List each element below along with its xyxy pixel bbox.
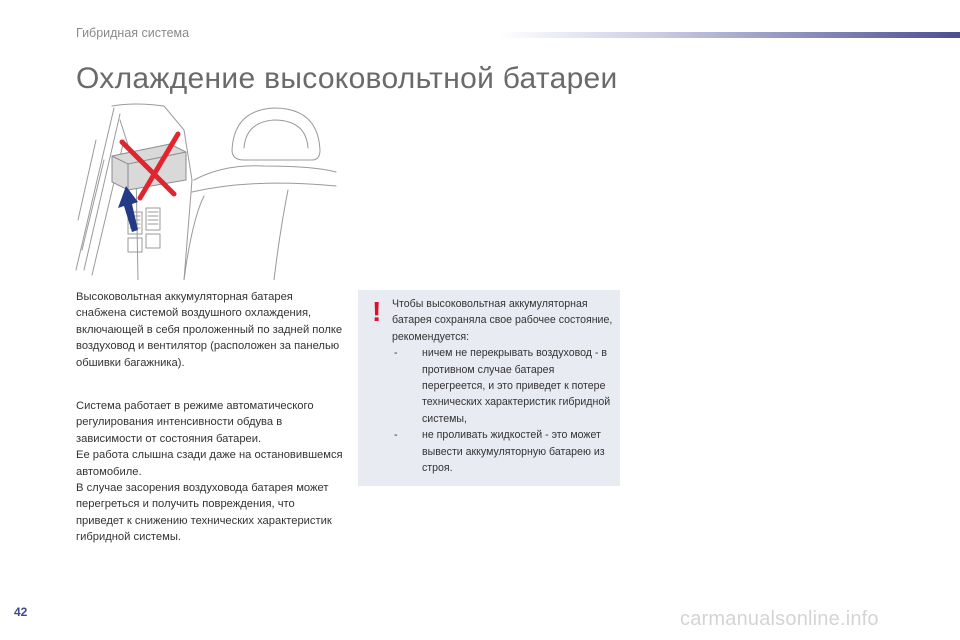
header-gradient-bar: [500, 32, 960, 38]
list-item: [392, 427, 616, 476]
para2-line: Система работает в режиме автоматического регулирования интенсивности обдува в зависимости от состояния батареи.: [76, 400, 314, 445]
section-title: Гибридная система: [76, 26, 190, 40]
operation-paragraph: [76, 398, 344, 546]
para2-line: В случае засорения воздуховода батарея может перегреться и получить повреждения, что приведет к снижению технических характеристик гибридной системы.: [76, 482, 332, 544]
warning-text: [392, 296, 616, 476]
para1-text: Высоковольтная аккумуляторная батарея снабжена системой воздушного охлаждения, включающей в себя проложенный по задней полке воздуховод и вентилятор (расположен за панелью обшивки багажника).: [76, 291, 343, 369]
para2-line: Ее работа слышна сзади даже на остановившемся автомобиле.: [76, 449, 343, 478]
warning-intro: Чтобы высоковольтная аккумуляторная батарея сохраняла свое рабочее состояние, рекомендуется:: [392, 298, 613, 343]
page-title: Охлаждение высоковольтной батареи: [76, 62, 618, 95]
warning-icon: !: [372, 296, 382, 327]
list-dash: -: [394, 347, 398, 360]
warning-box: [358, 290, 620, 486]
warning-list: [392, 345, 616, 476]
description-paragraph: [76, 289, 344, 371]
page-number: 42: [14, 605, 28, 619]
battery-vent-location-illustration: [74, 100, 338, 280]
list-item: [392, 345, 616, 427]
list-dash: -: [394, 429, 398, 442]
list-item-text: не проливать жидкостей - это может вывести аккумуляторную батарею из строя.: [422, 429, 605, 475]
watermark: carmanualsonline.info: [680, 608, 879, 630]
list-item-text: ничем не перекрывать воздуховод - в противном случае батарея перегреется, и это приведет к потере технических характеристик гибридной системы,: [422, 347, 611, 425]
